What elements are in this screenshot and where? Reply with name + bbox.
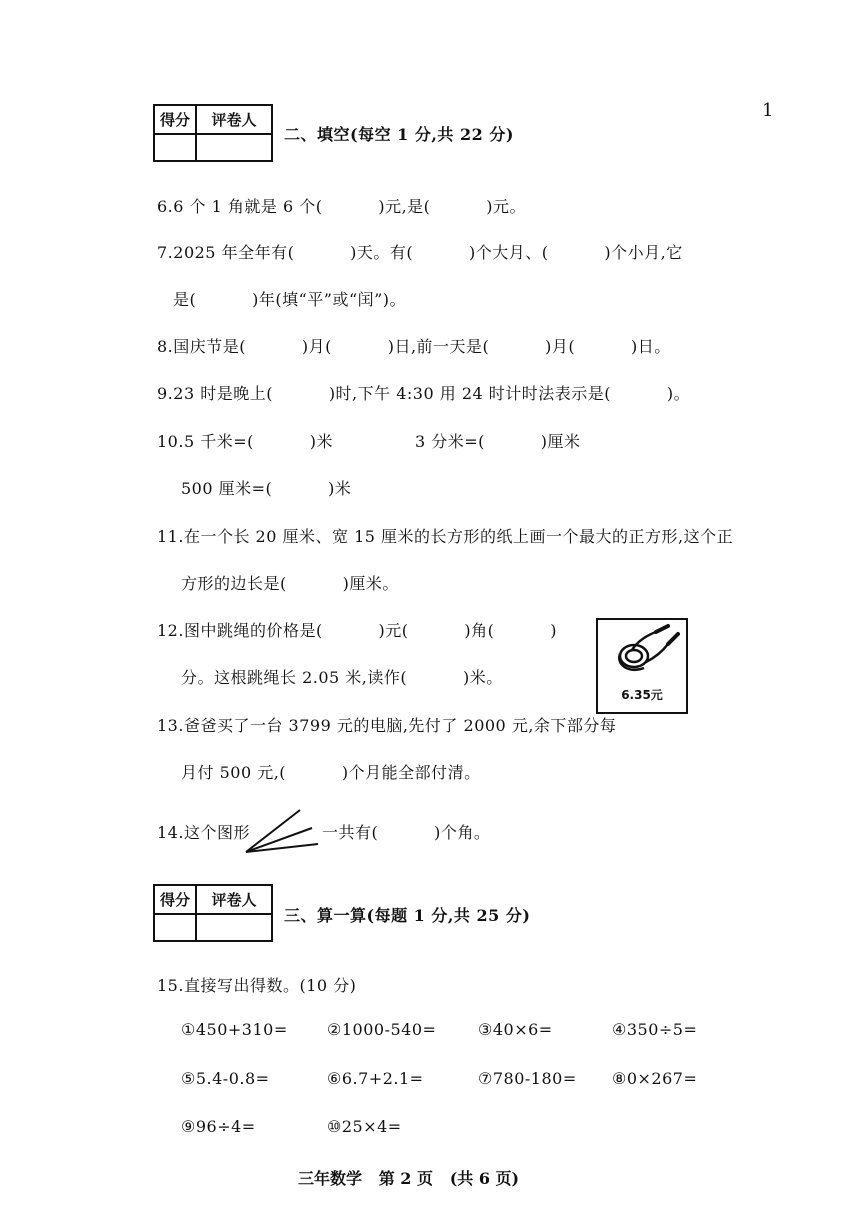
question-7-cont: 是( )年(填“平”或“闰”)。	[173, 290, 407, 309]
jump-rope-icon	[598, 622, 686, 686]
question-14: 14.这个图形	[157, 823, 250, 842]
question-10c: 500 厘米=( )米	[181, 479, 352, 498]
rope-price-label: 6.35元	[621, 688, 663, 702]
question-11: 11.在一个长 20 厘米、宽 15 厘米的长方形的纸上画一个最大的正方形,这个正	[157, 527, 734, 546]
grader-cell	[196, 914, 272, 941]
question-10a: 10.5 千米=( )米	[157, 432, 333, 451]
section3-title: 三、算一算(每题 1 分,共 25 分)	[284, 906, 531, 925]
question-12-cont: 分。这根跳绳长 2.05 米,读作( )米。	[181, 668, 503, 687]
calc-item-4: ④350÷5=	[612, 1020, 698, 1039]
question-8: 8.国庆节是( )月( )日,前一天是( )月( )日。	[157, 337, 671, 356]
question-14-cont: 一共有( )个角。	[322, 823, 491, 842]
question-6: 6.6 个 1 角就是 6 个( )元,是( )元。	[157, 197, 527, 216]
calc-item-3: ③40×6=	[478, 1020, 553, 1039]
calc-item-1: ①450+310=	[181, 1020, 288, 1039]
question-7: 7.2025 年全年有( )天。有( )个大月、( )个小月,它	[157, 243, 683, 262]
score-cell	[154, 914, 196, 941]
calc-item-2: ②1000-540=	[327, 1020, 437, 1039]
score-table-2	[153, 884, 273, 942]
question-13: 13.爸爸买了一台 3799 元的电脑,先付了 2000 元,余下部分每	[157, 716, 617, 735]
grader-label: 评卷人	[196, 885, 272, 914]
question-11-cont: 方形的边长是( )厘米。	[181, 574, 399, 593]
score-table	[153, 104, 273, 162]
calc-item-9: ⑨96÷4=	[181, 1117, 256, 1136]
score-label: 得分	[154, 885, 196, 914]
calc-item-6: ⑥6.7+2.1=	[327, 1069, 424, 1088]
grader-cell	[196, 134, 272, 161]
question-15: 15.直接写出得数。(10 分)	[157, 976, 357, 995]
calc-item-7: ⑦780-180=	[478, 1069, 577, 1088]
angle-figure	[244, 806, 324, 856]
calc-item-8: ⑧0×267=	[612, 1069, 698, 1088]
question-12: 12.图中跳绳的价格是( )元( )角( )	[157, 621, 557, 640]
calc-item-10: ⑩25×4=	[327, 1117, 402, 1136]
section2-title: 二、填空(每空 1 分,共 22 分)	[284, 125, 514, 144]
grader-label: 评卷人	[196, 105, 272, 134]
score-cell	[154, 134, 196, 161]
calc-item-5: ⑤5.4-0.8=	[181, 1069, 270, 1088]
score-label: 得分	[154, 105, 196, 134]
question-9: 9.23 时是晚上( )时,下午 4:30 用 24 时计时法表示是( )。	[157, 384, 691, 403]
page-number: 1	[762, 100, 774, 121]
jump-rope-picture	[596, 618, 688, 714]
question-13-cont: 月付 500 元,( )个月能全部付清。	[181, 763, 481, 782]
page-footer: 三年数学 第 2 页 (共 6 页)	[298, 1169, 520, 1188]
question-10b: 3 分米=( )厘米	[415, 432, 581, 451]
